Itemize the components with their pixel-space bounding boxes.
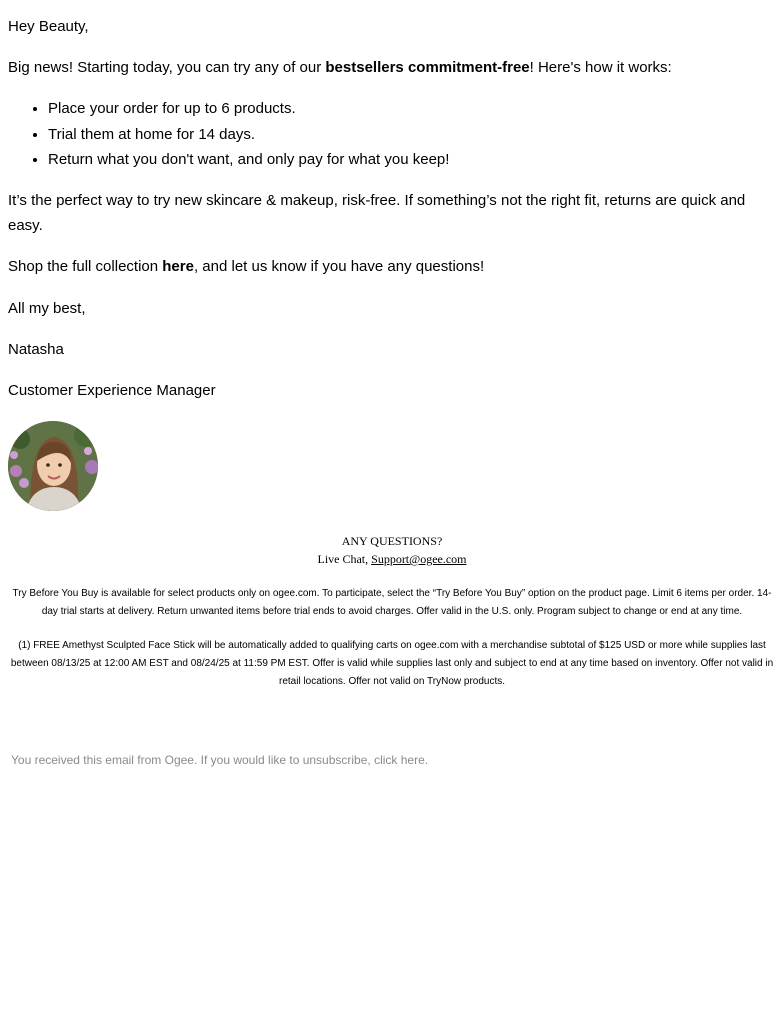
signer-role: Customer Experience Manager xyxy=(8,382,216,399)
live-chat-line xyxy=(0,550,784,568)
list-item: • Trial them at home for 14 days. xyxy=(48,122,768,148)
intro-suffix: ! Here's how it works: xyxy=(529,59,672,76)
fine-print-free-gift: (1) FREE Amethyst Sculpted Face Stick will be automatically added to qualifying carts on ogee.com with a merchandise subtotal of $125 USD or more while supplies last between 08/13/25 at 12:00 AM EST and 08/24/25 at 11:59 PM EST. Offer is valid while supplies last only and subject to end at any time based on inventory. Offer not valid in retail locations. Offer not valid on TryNow products. xyxy=(10,640,774,687)
intro-paragraph xyxy=(8,55,768,80)
unsubscribe-link[interactable]: click here. xyxy=(374,753,429,767)
signoff: All my best, xyxy=(8,300,86,317)
list-item: • Place your order for up to 6 products. xyxy=(48,96,768,122)
signer-photo-avatar xyxy=(8,421,98,511)
support-email-link[interactable]: Support@ogee.com xyxy=(371,552,467,566)
shop-paragraph xyxy=(8,254,768,279)
shop-suffix: , and let us know if you have any questions! xyxy=(193,258,485,275)
fine-print-try-before-you-buy: Try Before You Buy is available for select products only on ogee.com. To participate, select the “Try Before You Buy” option on the product page. Limit 6 items per order. 14-day trial starts at delivery. Return unwanted items before trial ends to avoid charges. Offer valid in the U.S. only. Program subject to change or end at any time. xyxy=(12,588,772,617)
questions-block xyxy=(0,532,784,568)
steps-list xyxy=(8,96,768,173)
live-chat-label: Live Chat, xyxy=(317,552,372,566)
intro-bold: bestsellers commitment-free xyxy=(325,59,530,76)
unsubscribe-text: You received this email from Ogee. If you would like to unsubscribe, xyxy=(11,753,375,767)
questions-heading: ANY QUESTIONS? xyxy=(341,534,443,548)
perfect-way-paragraph: It’s the perfect way to try new skincare & makeup, risk-free. If something’s not the right fit, returns are quick and easy. xyxy=(8,192,746,234)
shop-prefix: Shop the full collection xyxy=(8,258,163,275)
signer-name: Natasha xyxy=(8,341,64,358)
list-item: • Return what you don't want, and only pay for what you keep! xyxy=(48,147,768,173)
avatar-illustration xyxy=(8,421,98,511)
greeting: Hey Beauty, xyxy=(8,18,89,35)
shop-collection-link[interactable]: here xyxy=(162,258,194,275)
intro-prefix: Big news! Starting today, you can try any of our xyxy=(8,59,326,76)
unsubscribe-line xyxy=(11,752,428,768)
